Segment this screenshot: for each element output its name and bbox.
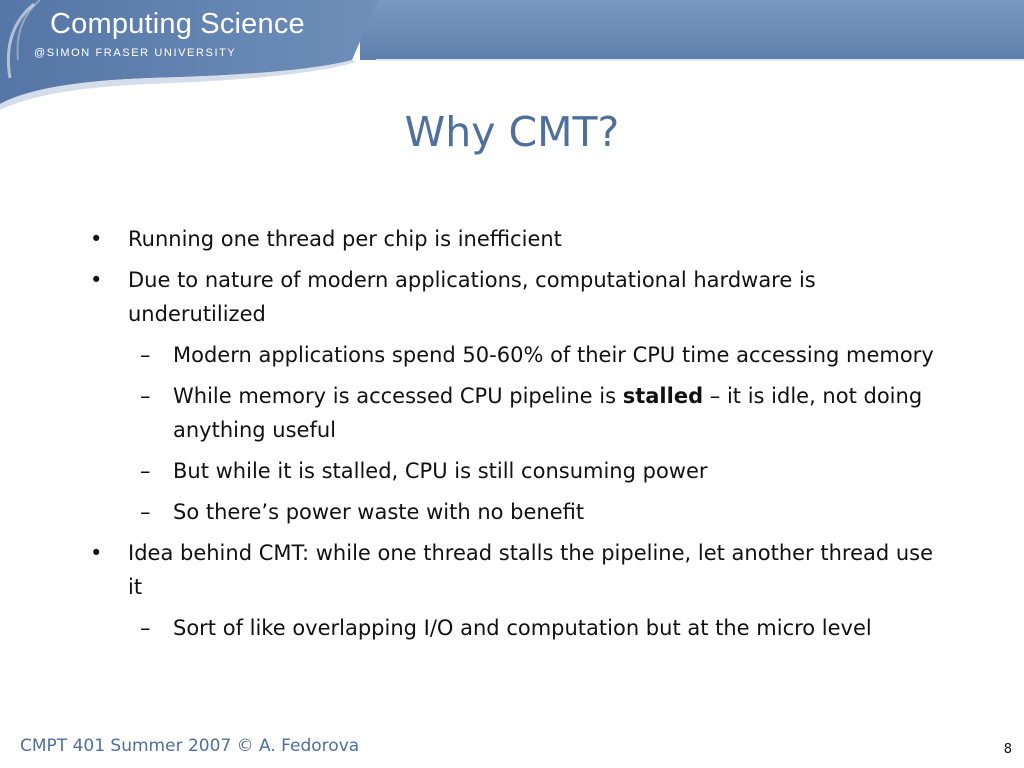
bullet-marker: •	[90, 227, 103, 251]
page-number: 8	[1003, 742, 1012, 757]
brand-subtitle: @SIMON FRASER UNIVERSITY	[34, 47, 237, 59]
header-banner	[0, 0, 1024, 110]
bullet-text: Idea behind CMT: while one thread stalls the pipeline, let another thread use it	[128, 541, 934, 599]
sub-bullet-text	[173, 384, 922, 442]
bullet-marker: •	[90, 541, 103, 565]
sub-bullet-item	[86, 611, 936, 645]
sub-bullet-item	[86, 338, 936, 372]
bullet-marker: •	[90, 268, 103, 292]
sub-bullet-text: Sort of like overlapping I/O and computation but at the micro level	[173, 616, 872, 640]
brand-title: Computing Science	[50, 8, 305, 40]
sub-bullet-item	[86, 495, 936, 529]
sub-bullet-marker: –	[140, 459, 151, 483]
sub-bullet-marker: –	[140, 343, 151, 367]
bullet-text: Due to nature of modern applications, computational hardware is underutilized	[128, 268, 816, 326]
sub-bullet-text: So there’s power waste with no benefit	[173, 500, 585, 524]
bullet-item	[86, 536, 936, 604]
sub-bullet-item	[86, 379, 936, 447]
bullet-item	[86, 222, 936, 256]
sub-bullet-marker: –	[140, 384, 151, 408]
bullet-text: Running one thread per chip is inefficient	[128, 227, 562, 251]
footer-course: CMPT 401 Summer 2007 © A. Fedorova	[20, 736, 360, 756]
sub-bullet-text: But while it is stalled, CPU is still consuming power	[173, 459, 708, 483]
sub-bullet-text-part: – it is idle, not doing anything useful	[173, 384, 923, 442]
emphasized-word: stalled	[622, 384, 704, 408]
slide-body	[86, 222, 936, 652]
slide-title: Why CMT?	[404, 108, 620, 156]
sub-bullet-text: Modern applications spend 50-60% of their CPU time accessing memory	[173, 343, 934, 367]
sub-bullet-item	[86, 454, 936, 488]
sub-bullet-marker: –	[140, 500, 151, 524]
sub-bullet-marker: –	[140, 616, 151, 640]
bullet-item	[86, 263, 936, 331]
sub-bullet-text-part: While memory is accessed CPU pipeline is	[173, 384, 623, 408]
